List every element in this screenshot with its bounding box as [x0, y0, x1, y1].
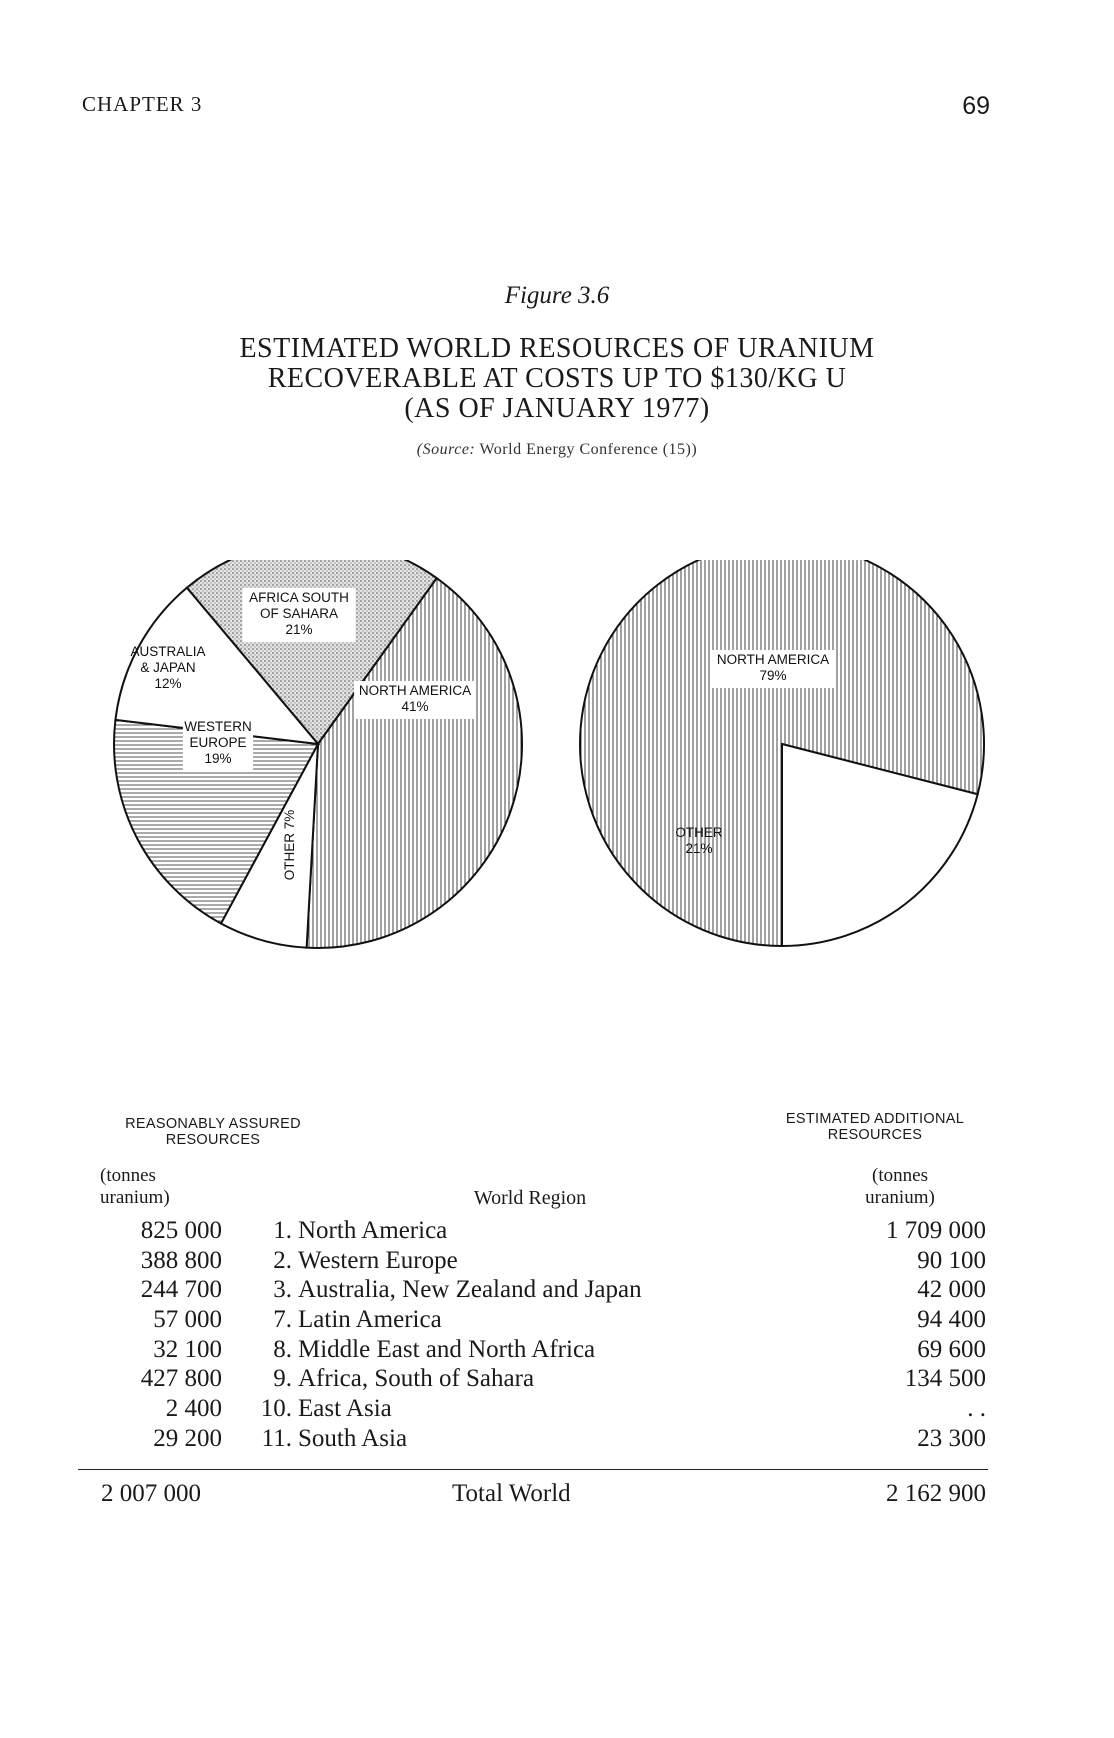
unit-line: uranium) — [100, 1187, 170, 1208]
total-rule — [78, 1469, 988, 1470]
region-number: 10. — [260, 1395, 292, 1423]
heading-line: RESOURCES — [165, 1132, 261, 1148]
assured-value: 57 000 — [153, 1306, 222, 1334]
table-row — [0, 1275, 1114, 1305]
slice-label: OTHER 21% — [675, 825, 723, 856]
figure-title-line: ESTIMATED WORLD RESOURCES OF URANIUM — [239, 333, 875, 364]
table-row — [0, 1394, 1114, 1424]
table-row — [0, 1424, 1114, 1454]
total-additional-value: 2 162 900 — [886, 1480, 986, 1507]
running-head — [82, 92, 990, 122]
table-row — [0, 1335, 1114, 1365]
source-text: World Energy Conference (15)) — [479, 441, 698, 458]
slice-label: WESTERN EUROPE 19% — [184, 719, 252, 766]
region-name: South Asia — [298, 1424, 408, 1452]
slice-label: AUSTRALIA & JAPAN 12% — [130, 644, 206, 691]
slice-label: OTHER 7% — [282, 809, 297, 881]
region-name: East Asia — [298, 1395, 392, 1423]
region-name: Middle East and North Africa — [298, 1335, 596, 1363]
figure-title-line: (AS OF JANUARY 1977) — [404, 393, 710, 424]
region-number: 8. — [273, 1335, 292, 1363]
pie-charts — [0, 560, 1114, 1000]
figure-source — [0, 441, 1114, 459]
region-name: Western Europe — [298, 1246, 458, 1274]
figure-title-line: RECOVERABLE AT COSTS UP TO $130/KG U — [267, 363, 847, 394]
heading-line: ESTIMATED ADDITIONAL — [785, 1111, 965, 1127]
left-column-heading — [108, 1116, 318, 1148]
region-number: 3. — [273, 1276, 292, 1304]
unit-line: uranium) — [865, 1187, 935, 1208]
additional-value: 1 709 000 — [886, 1217, 986, 1244]
region-column-heading: World Region — [473, 1187, 587, 1209]
source-prefix: (Source: — [416, 441, 476, 458]
total-label: Total World — [452, 1480, 571, 1507]
slice-label: AFRICA SOUTH OF SAHARA 21% — [249, 590, 349, 637]
figure-title — [0, 334, 1114, 424]
slice-label: NORTH AMERICA 79% — [716, 652, 830, 683]
assured-value: 244 700 — [140, 1276, 222, 1304]
additional-value: 42 000 — [917, 1276, 986, 1304]
additional-value: . . — [967, 1395, 986, 1423]
region-number: 11. — [261, 1424, 292, 1452]
heading-line: RESOURCES — [827, 1127, 923, 1143]
assured-value: 825 000 — [140, 1217, 222, 1244]
right-unit-label — [840, 1165, 960, 1209]
region-name: Latin America — [298, 1306, 442, 1334]
chapter-heading: CHAPTER 3 — [82, 92, 203, 116]
assured-value: 388 800 — [140, 1246, 222, 1274]
region-number: 7. — [273, 1306, 292, 1334]
additional-value: 90 100 — [917, 1246, 986, 1274]
total-assured-value: 2 007 000 — [101, 1480, 201, 1507]
table-row — [0, 1216, 1114, 1246]
region-number: 2. — [273, 1246, 292, 1274]
unit-line: (tonnes — [100, 1165, 156, 1186]
additional-value: 134 500 — [904, 1365, 986, 1393]
additional-value: 23 300 — [917, 1424, 986, 1452]
unit-line: (tonnes — [872, 1165, 928, 1186]
table-row — [0, 1246, 1114, 1276]
assured-value: 2 400 — [165, 1395, 222, 1423]
table-row — [0, 1305, 1114, 1335]
region-name: Africa, South of Sahara — [298, 1365, 535, 1393]
resource-table — [0, 1216, 1114, 1454]
left-pie-chart — [114, 560, 522, 948]
right-pie-chart — [580, 560, 984, 946]
left-unit-label — [100, 1165, 220, 1209]
table-row — [0, 1364, 1114, 1394]
right-column-heading — [760, 1111, 990, 1143]
region-number: 1. — [273, 1217, 292, 1244]
region-name: Australia, New Zealand and Japan — [298, 1276, 642, 1304]
assured-value: 427 800 — [140, 1365, 222, 1393]
total-row — [0, 1480, 1114, 1510]
assured-value: 32 100 — [153, 1335, 222, 1363]
assured-value: 29 200 — [153, 1424, 222, 1452]
additional-value: 69 600 — [917, 1335, 986, 1363]
region-number: 9. — [273, 1365, 292, 1393]
page-number: 69 — [962, 92, 990, 120]
figure-label: Figure 3.6 — [504, 282, 610, 309]
slice-label: NORTH AMERICA 41% — [358, 683, 472, 714]
region-name: North America — [298, 1217, 448, 1244]
additional-value: 94 400 — [917, 1306, 986, 1334]
heading-line: REASONABLY ASSURED — [125, 1116, 301, 1132]
